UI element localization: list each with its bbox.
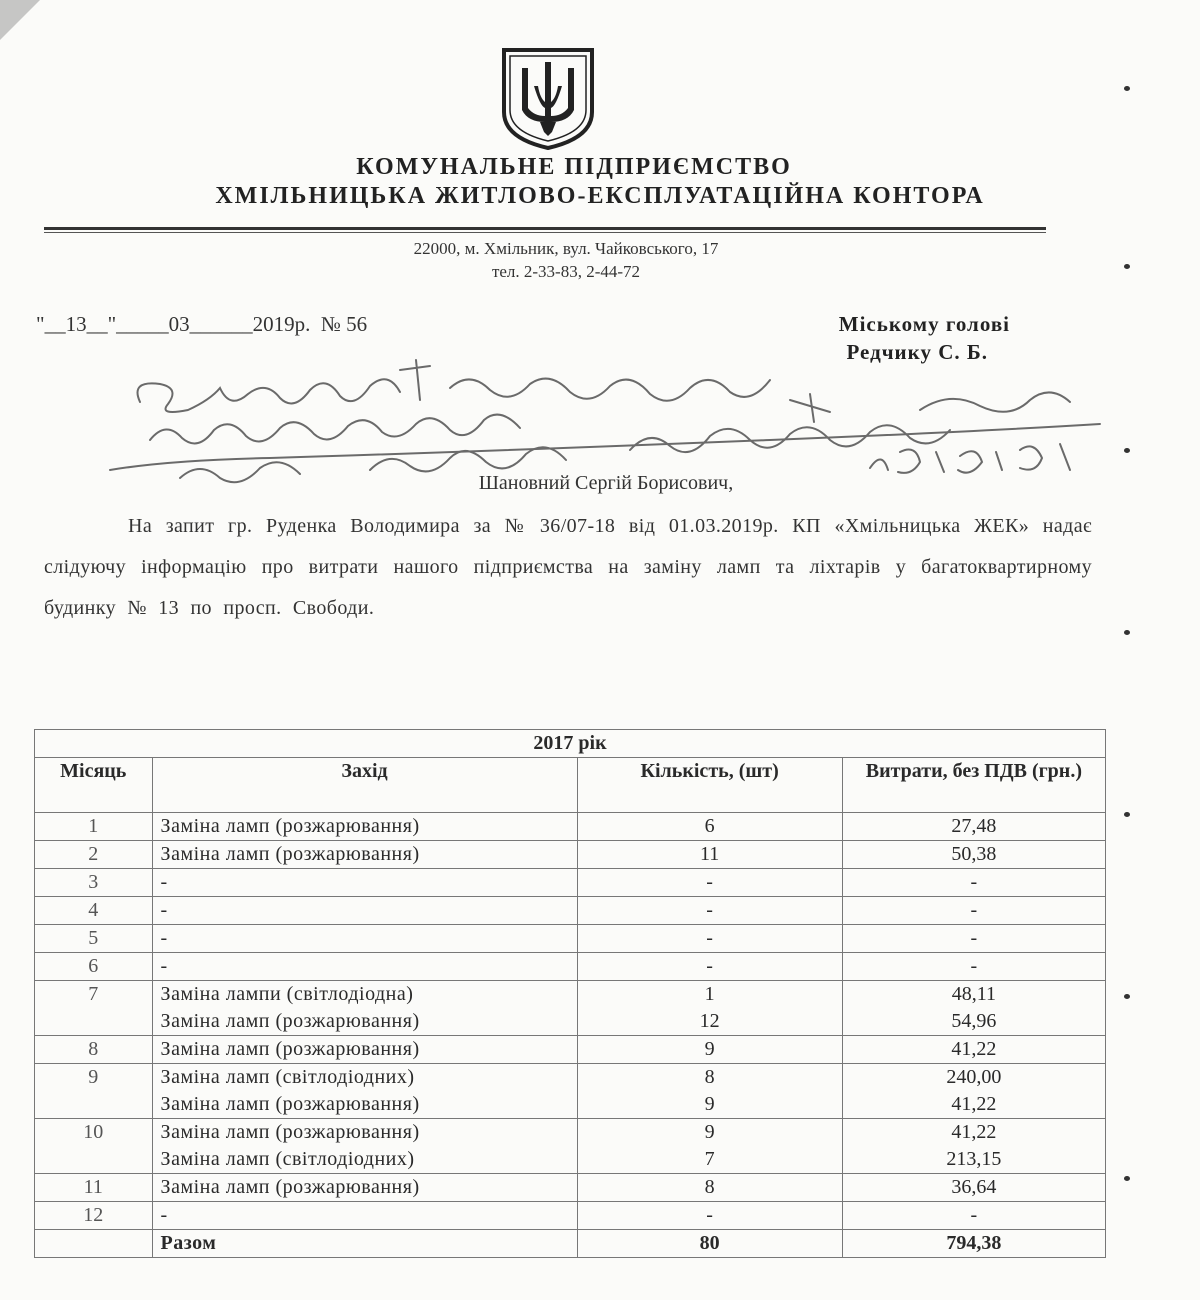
quantity-cell [577,981,842,1036]
cost-cell [842,981,1105,1036]
quantity-cell [577,841,842,869]
measure-cell-line: Заміна ламп (розжарювання) [160,843,420,865]
month-cell: 11 [35,1174,153,1202]
measure-cell-line: Заміна ламп (розжарювання) [160,1010,420,1032]
month-cell: 6 [35,953,153,981]
cost-cell-line: 54,96 [951,1010,997,1032]
table-row [35,813,1106,841]
measure-cell-line: Заміна ламп (розжарювання) [160,1093,420,1115]
recipient-title: Міському голові [838,312,1010,336]
scan-speck [1124,448,1130,453]
month-cell: 8 [35,1036,153,1064]
measure-cell-line: - [160,955,168,977]
table-row [35,841,1106,869]
quantity-cell [577,813,842,841]
cost-cell-line: 50,38 [951,843,997,865]
measure-cell-line: - [160,899,168,921]
cost-cell [842,1064,1105,1119]
cost-cell-line: 27,48 [951,815,997,837]
table-row [35,981,1106,1036]
table-total-row [35,1230,1106,1258]
quantity-cell-line: 8 [704,1066,715,1088]
measure-cell-line: - [160,1204,168,1226]
quantity-cell-line: 7 [704,1148,715,1170]
quantity-cell [577,869,842,897]
quantity-cell-line: 9 [704,1093,715,1115]
measure-cell [152,1036,577,1064]
column-header-month: Місяць [35,758,153,813]
month-cell: 4 [35,897,153,925]
cost-cell [842,869,1105,897]
organization-address: 22000, м. Хмільник, вул. Чайковського, 17 [413,239,719,258]
column-header-cost: Витрати, без ПДВ (грн.) [842,758,1105,813]
quantity-cell-line: 12 [699,1010,720,1032]
cost-cell [842,813,1105,841]
cost-cell-line: 41,22 [951,1038,997,1060]
table-row [35,1119,1106,1174]
cost-cell-line: - [970,899,978,921]
measure-cell [152,1119,577,1174]
month-cell: 12 [35,1202,153,1230]
quantity-cell-line: 11 [700,843,720,865]
table-row [35,925,1106,953]
measure-cell [152,1064,577,1119]
total-label: Разом [152,1230,577,1258]
measure-cell [152,841,577,869]
quantity-cell [577,925,842,953]
cost-cell-line: 48,11 [951,983,996,1005]
measure-cell [152,953,577,981]
measure-cell-line: Заміна ламп (світлодіодних) [160,1148,415,1170]
measure-cell-line: Заміна ламп (розжарювання) [160,1038,420,1060]
table-row [35,1174,1106,1202]
month-cell: 1 [35,813,153,841]
quantity-cell-line: 1 [704,983,715,1005]
cost-cell [842,1036,1105,1064]
cost-cell-line: 240,00 [946,1066,1002,1088]
measure-cell-line: Заміна лампи (світлодіодна) [160,983,414,1005]
scan-speck [1124,812,1130,817]
cost-cell [842,841,1105,869]
cost-cell-line: 41,22 [951,1093,997,1115]
measure-cell-line: - [160,927,168,949]
table-row [35,953,1106,981]
total-quantity: 80 [577,1230,842,1258]
page-corner-fold [0,0,40,40]
cost-cell [842,1119,1105,1174]
cost-cell [842,1174,1105,1202]
letter-greeting: Шановний Сергій Борисович, [478,472,734,494]
cost-cell-line: - [970,927,978,949]
letterhead-rule-thin [44,232,1046,233]
letter-date-number: "__13__"_____03______2019р. № 56 [36,312,368,336]
quantity-cell-line: 6 [704,815,715,837]
column-header-quantity: Кількість, (шт) [577,758,842,813]
measure-cell-line: Заміна ламп (світлодіодних) [160,1066,415,1088]
month-cell: 7 [35,981,153,1036]
measure-cell-line: Заміна ламп (розжарювання) [160,1121,420,1143]
scan-speck [1124,630,1130,635]
quantity-cell [577,1036,842,1064]
quantity-cell-line: - [706,871,713,893]
measure-cell [152,869,577,897]
letter-body [44,506,1092,629]
table-row [35,869,1106,897]
quantity-cell-line: 9 [704,1121,715,1143]
measure-cell [152,1174,577,1202]
measure-cell [152,981,577,1036]
table-body [35,813,1106,1230]
measure-cell [152,1202,577,1230]
cost-cell [842,897,1105,925]
letterhead-rule [44,227,1046,230]
quantity-cell [577,897,842,925]
cost-cell-line: - [970,1204,978,1226]
total-month-cell [35,1230,153,1258]
measure-cell [152,813,577,841]
cost-cell-line: 41,22 [951,1121,997,1143]
total-cost: 794,38 [842,1230,1105,1258]
cost-cell-line: - [970,955,978,977]
month-cell: 3 [35,869,153,897]
quantity-cell-line: - [706,1204,713,1226]
table-row [35,1202,1106,1230]
cost-cell-line: 36,64 [951,1176,997,1198]
cost-cell [842,1202,1105,1230]
quantity-cell [577,1119,842,1174]
measure-cell-line: Заміна ламп (розжарювання) [160,815,420,837]
measure-cell [152,897,577,925]
table-row [35,897,1106,925]
month-cell: 2 [35,841,153,869]
recipient-name: Редчику С. Б. [846,340,988,364]
table-row [35,1064,1106,1119]
quantity-cell [577,1174,842,1202]
quantity-cell [577,953,842,981]
organization-name-line2: ХМІЛЬНИЦЬКА ЖИТЛОВО-ЕКСПЛУАТАЦІЙНА КОНТОРА [215,183,985,209]
scan-speck [1124,1176,1130,1181]
quantity-cell-line: - [706,899,713,921]
cost-cell [842,953,1105,981]
quantity-cell [577,1202,842,1230]
cost-cell [842,925,1105,953]
quantity-cell-line: - [706,955,713,977]
column-header-measure: Захід [152,758,577,813]
month-cell: 10 [35,1119,153,1174]
scan-speck [1124,994,1130,999]
quantity-cell-line: - [706,927,713,949]
quantity-cell [577,1064,842,1119]
organization-phones: тел. 2-33-83, 2-44-72 [491,262,641,281]
measure-cell [152,925,577,953]
table-caption-year: 2017 рік [35,730,1106,758]
quantity-cell-line: 9 [704,1038,715,1060]
measure-cell-line: Заміна ламп (розжарювання) [160,1176,420,1198]
table-row [35,1036,1106,1064]
month-cell: 9 [35,1064,153,1119]
lamp-replacement-costs-table [34,729,1106,1258]
scan-speck [1124,86,1130,91]
coat-of-arms-icon [500,46,596,150]
organization-name-line1: КОМУНАЛЬНЕ ПІДПРИЄМСТВО [356,154,792,180]
measure-cell-line: - [160,871,168,893]
letter-body-paragraph: На запит гр. Руденка Володимира за № 36/07-18 від 01.03.2019р. КП «Хмільницька ЖЕК» надає слідуючу інформацію про витрати нашого підприємства на заміну ламп та ліхтарів у багатоквартирному будинку № 13 по просп. Свободи. [44,515,1092,619]
month-cell: 5 [35,925,153,953]
cost-cell-line: 213,15 [946,1148,1002,1170]
cost-cell-line: - [970,871,978,893]
quantity-cell-line: 8 [704,1176,715,1198]
